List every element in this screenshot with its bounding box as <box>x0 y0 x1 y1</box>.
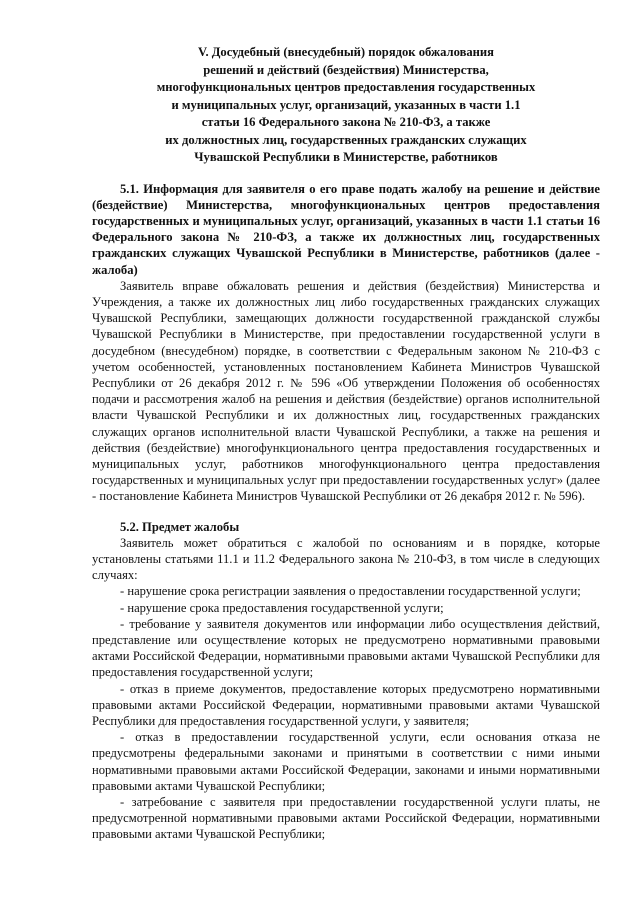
list-item: - требование у заявителя документов или информации либо осуществления действий, представление или осуществление которых не предусмотрено нормативными правовыми актами Российской Федерации, нормативными правовыми актами Чувашской Республики для предоставления государственной услуги; <box>92 616 600 680</box>
spacer <box>92 505 600 519</box>
list-item: - нарушение срока предоставления государственной услуги; <box>120 600 444 615</box>
section-title-line: V. Досудебный (внесудебный) порядок обжалования <box>197 45 494 59</box>
section-title-line: их должностных лиц, государственных гражданских служащих <box>165 132 527 147</box>
section-title-line: и муниципальных услуг, организаций, указанных в части 1.1 <box>171 97 521 112</box>
section-title-line: решений и действий (бездействия) Министерства, <box>203 62 489 77</box>
list-item: - нарушение срока регистрации заявления о предоставлении государственной услуги; <box>120 584 581 599</box>
subsection-5-2-intro: Заявитель может обратиться с жалобой по основаниям и в порядке, которые установлены статьями 11.1 и 11.2 Федерального закона № 210-ФЗ, в том числе в следующих случаях: <box>92 535 600 583</box>
subsection-5-1-body: Заявитель вправе обжаловать решения и действия (бездействия) Министерства и Учреждения, а также их должностных лиц либо государственных гражданских служащих Чувашской Республики, замещающих должности государственной гражданской службы Чувашской Республики в Министерстве, при предоставлении государственной услуги в досудебном (внесудебном) порядке, в соответствии с Федеральным законом № 210-ФЗ с учетом особенностей, установленных постановлением Кабинета Министров Чувашской Республики от 26 декабря 2012 г. № 596 «Об утверждении Положения об особенностях подачи и рассмотрения жалоб на решения и действия (бездействие) органов исполнительной власти Чувашской Республики и их должностных лиц, государственных гражданских служащих органов исполнительной власти Чувашской Республики, а также на решения и действия (бездействие) многофункционального центра предоставления государственных и муниципальных услуг, работников многофункционального центра предоставления государственных и муниципальных услуг при предоставлении государственных услуг» (далее - постановление Кабинета Министров Чувашской Республики от 26 декабря 2012 г. № 596). <box>92 278 600 504</box>
list-item: - отказ в приеме документов, предоставление которых предусмотрено нормативными правовыми актами Российской Федерации, нормативными правовыми актами Чувашской Республики для предоставления государственной услуги, у заявителя; <box>92 681 600 728</box>
subsection-5-1-heading: 5.1. Информация для заявителя о его праве подать жалобу на решение и действие (бездействие) Министерства, многофункциональных центров предоставления государственных и муниципальных услуг, организаций, указанных в части 1.1 статьи 16 Федерального закона № 210-ФЗ, а также их должностных лиц, государственных гражданских служащих Чувашской Республики в Министерстве, работников (далее - жалоба) <box>92 181 600 277</box>
section-title-line: статьи 16 Федерального закона № 210-ФЗ, а также <box>201 115 491 129</box>
list-item: - отказ в предоставлении государственной услуги, если основания отказа не предусмотрены федеральными законами и принятыми в соответствии с ними иными нормативными правовыми актами Российской Федерации, законами и иными нормативными правовыми актами Чувашской Республики; <box>92 730 600 793</box>
subsection-5-2-heading: 5.2. Предмет жалобы <box>120 519 240 534</box>
section-title-line: Чувашской Республики в Министерстве, работников <box>194 150 498 164</box>
section-title <box>92 44 600 167</box>
list-item: - затребование с заявителя при предоставлении государственной услуги платы, не предусмотренной нормативными правовыми актами Российской Федерации, нормативными правовыми актами Чувашской Республики; <box>92 795 600 842</box>
section-title-line: многофункциональных центров предоставления государственных <box>156 80 536 94</box>
